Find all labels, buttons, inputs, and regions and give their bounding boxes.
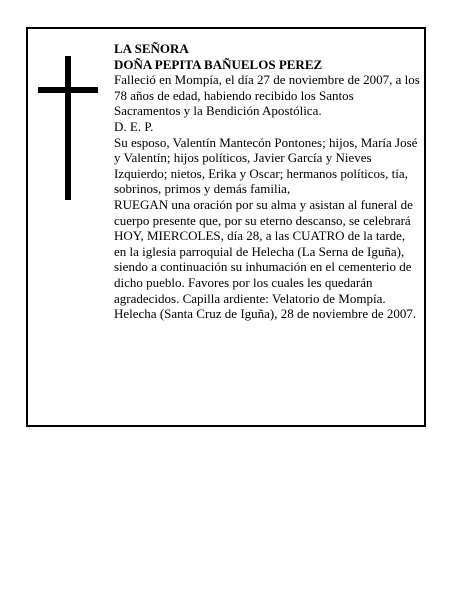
obituary-notice: [26, 27, 426, 427]
family-list: Su esposo, Valentín Mantecón Pontones; hijos, María José y Valentín; hijos políticos, Javier García y Nieves Izquierdo; nietos, Erika y Oscar; hermanos políticos, tía, sobrinos, primos y demás familia,: [114, 134, 418, 197]
cross-vertical-bar: [65, 56, 71, 200]
deceased-name: DOÑA PEPITA BAÑUELOS PEREZ: [114, 56, 323, 72]
cross-icon: [38, 56, 98, 200]
notice-title: LA SEÑORA: [114, 41, 189, 56]
rest-in-peace: D. E. P.: [114, 118, 154, 134]
funeral-request: RUEGAN una oración por su alma y asistan al funeral de cuerpo presente que, por su eterno descanso, se celebrará HOY, MIERCOLES, día 28, a las CUATRO de la tarde, en la iglesia parroquial de Helecha (La Serna de Iguña), siendo a continuación su inhumación en el cementerio de dicho pueblo. Favores por los cuales les quedarán agradecidos. Capilla ardiente: Velatorio de Mompía.: [114, 196, 413, 306]
notice-body: [114, 41, 420, 322]
cross-horizontal-bar: [38, 87, 98, 93]
death-statement: Falleció en Mompía, el día 27 de noviembre de 2007, a los 78 años de edad, habiendo recibido los Santos Sacramentos y la Bendición Apostólica.: [114, 72, 420, 119]
place-and-date: Helecha (Santa Cruz de Iguña), 28 de noviembre de 2007.: [114, 306, 417, 322]
